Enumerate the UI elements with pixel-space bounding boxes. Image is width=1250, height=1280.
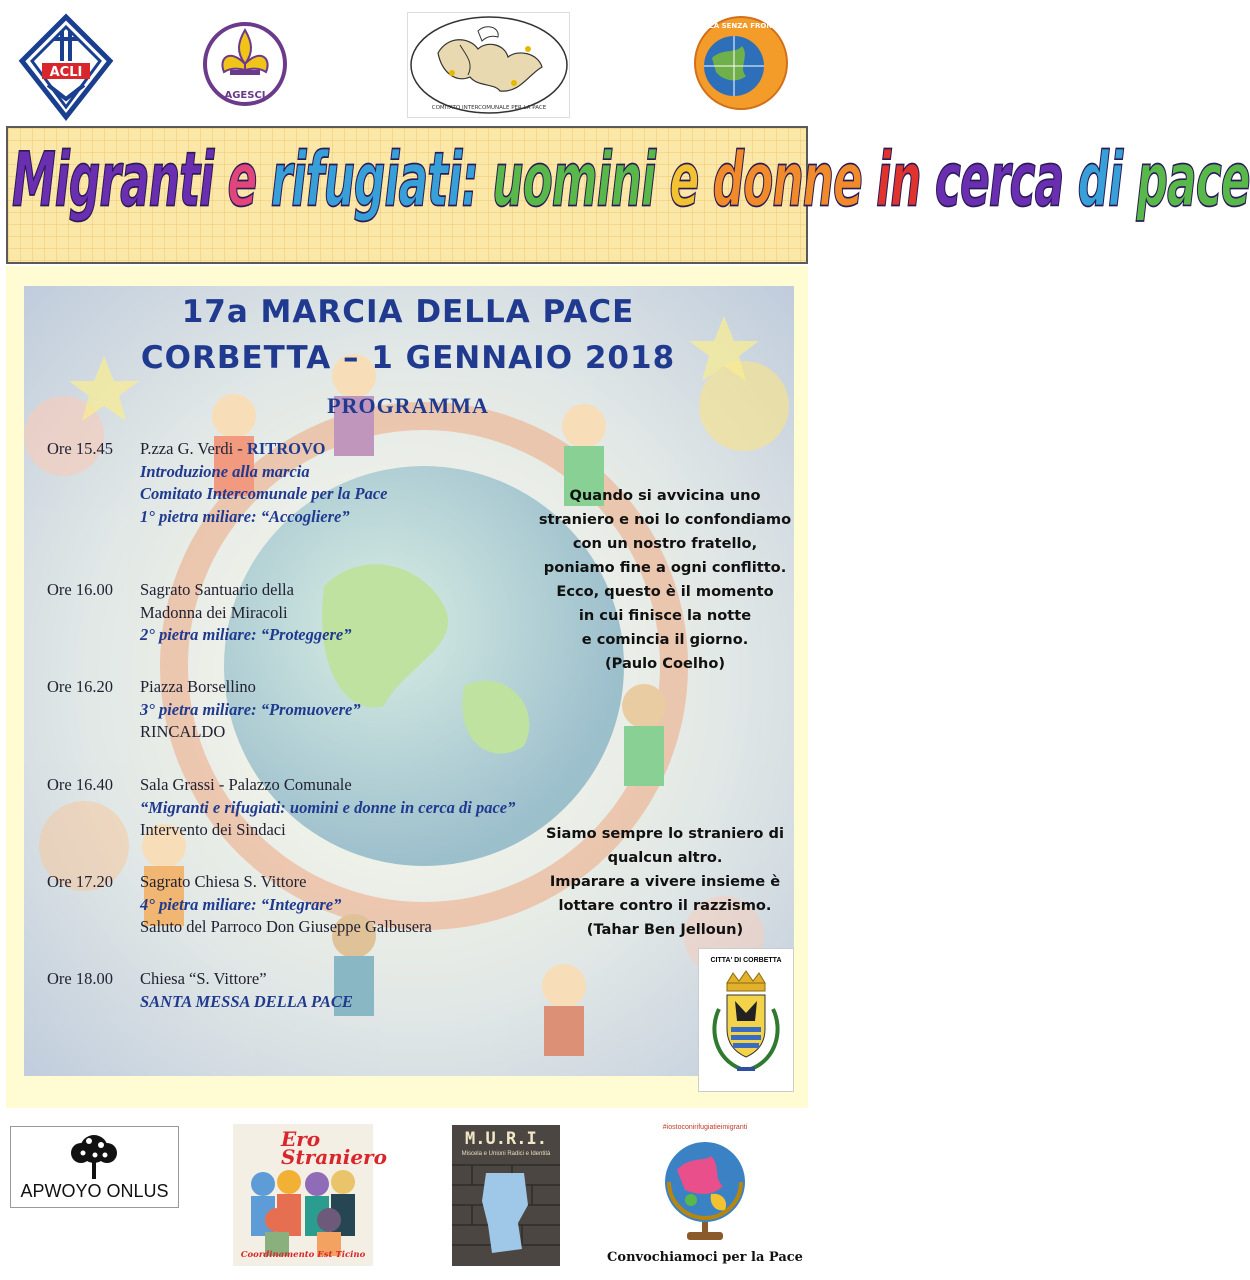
agesci-logo-text: AGESCI: [224, 90, 266, 101]
quote-line: poniamo fine a ogni conflitto.: [543, 559, 787, 576]
schedule-line: RINCALDO: [140, 722, 226, 741]
quote-line: Ecco, questo è il momento: [556, 583, 774, 600]
schedule-place: Sala Grassi - Palazzo Comunale: [140, 775, 352, 794]
programma-heading: PROGRAMMA: [327, 393, 489, 418]
schedule-line: 1° pietra miliare: “Accogliere”: [140, 506, 350, 526]
quote-line: Siamo sempre lo straniero di: [546, 825, 784, 842]
schedule-time: Ore 16.00: [47, 580, 113, 599]
quote-ben-jelloun: [520, 822, 810, 942]
banner-word: in: [876, 137, 935, 225]
schedule-time: Ore 18.00: [47, 969, 113, 988]
quote-line: (Paulo Coelho): [604, 655, 726, 672]
muri-subtitle: Miscela e Unioni Radici e Identità: [461, 1151, 551, 1157]
apwoyo-label: APWOYO ONLUS: [20, 1181, 169, 1201]
convochiamoci-logo: [605, 1120, 805, 1275]
quote-line: Imparare a vivere insieme è: [549, 873, 781, 890]
banner-word: e: [213, 137, 271, 225]
schedule-details: [140, 774, 515, 842]
quote-line: straniero e noi lo confondiamo: [538, 511, 792, 528]
quote-line: in cui finisce la notte: [578, 607, 752, 624]
scuola-logo-text: SCUOLA SENZA FRONTIERE: [687, 22, 795, 30]
corbetta-coat-of-arms: [698, 948, 794, 1092]
banner-word: pace: [1136, 137, 1250, 225]
schedule-place: Sagrato Santuario della: [140, 580, 294, 599]
schedule-place: Piazza Borsellino: [140, 677, 256, 696]
ero-subtitle: Coordinamento Est Ticino: [240, 1250, 366, 1260]
banner-word: cerca: [934, 137, 1078, 225]
quote-line: (Tahar Ben Jelloun): [586, 921, 744, 938]
schedule-details: [140, 579, 351, 647]
schedule-time: Ore 16.40: [47, 775, 113, 794]
schedule-time: Ore 15.45: [47, 439, 113, 458]
quote-line: con un nostro fratello,: [572, 535, 758, 552]
ero-straniero-logo: [233, 1124, 387, 1266]
schedule-line: 4° pietra miliare: “Integrare”: [140, 894, 342, 914]
quote-line: Quando si avvicina uno: [569, 487, 761, 504]
schedule-place: Chiesa “S. Vittore”: [140, 969, 267, 988]
schedule-details: [140, 871, 432, 939]
muri-title: M.U.R.I.: [465, 1129, 547, 1149]
schedule-line: 3° pietra miliare: “Promuovere”: [140, 699, 361, 719]
schedule-line: 2° pietra miliare: “Proteggere”: [140, 625, 352, 644]
convo-label: Convochiamoci per la Pace: [607, 1250, 803, 1265]
schedule-line: Saluto del Parroco Don Giuseppe Galbusera: [140, 917, 432, 936]
schedule-time: Ore 17.20: [47, 872, 113, 891]
convo-hashtag: #iostoconirifugiatieimigranti: [662, 1124, 748, 1131]
schedule-place: Sagrato Chiesa S. Vittore: [140, 872, 307, 891]
schedule-details: [140, 438, 388, 528]
agesci-logo: [200, 18, 290, 114]
march-title: 17a MARCIA DELLA PACE: [181, 294, 635, 330]
schedule-details: [140, 968, 353, 1013]
schedule-details: [140, 676, 361, 744]
comitato-logo: [407, 12, 570, 118]
march-date-place: CORBETTA – 1 GENNAIO 2018: [140, 340, 676, 376]
schedule-line: Comitato Intercomunale per la Pace: [140, 484, 388, 503]
banner-word: uomini: [477, 137, 670, 225]
quote-line: lottare contro il razzismo.: [558, 897, 772, 914]
banner-word: di: [1077, 137, 1137, 225]
schedule-line: Intervento dei Sindaci: [140, 820, 286, 839]
schedule-place: P.zza G. Verdi - RITROVO: [140, 439, 326, 458]
scuola-logo: [687, 14, 795, 112]
stemma-label: CITTA' DI CORBETTA: [710, 957, 782, 964]
schedule-line: SANTA MESSA DELLA PACE: [140, 991, 353, 1011]
banner-word: rifugiati:: [270, 137, 478, 225]
ero-title: Ero Straniero: [281, 1127, 387, 1169]
schedule-line: “Migranti e rifugiati: uomini e donne in cerca di pace”: [140, 797, 516, 817]
quote-line: e comincia il giorno.: [581, 631, 749, 648]
acli-logo-text: ACLI: [49, 65, 83, 80]
banner-word: e: [669, 137, 713, 225]
muri-logo: [452, 1125, 560, 1266]
quote-line: qualcun altro.: [607, 849, 723, 866]
apwoyo-logo: [10, 1126, 179, 1208]
acli-logo: [20, 15, 112, 119]
schedule-line: Introduzione alla marcia: [140, 461, 310, 481]
banner-word: Migranti: [12, 137, 214, 225]
quote-coelho: [520, 484, 810, 676]
banner-word: donne: [712, 137, 877, 225]
comitato-logo-text: COMITATO INTERCOMUNALE PER LA PACE: [431, 105, 547, 111]
schedule-time: Ore 16.20: [47, 677, 113, 696]
title-banner: [6, 126, 1250, 264]
schedule-line: Madonna dei Miracoli: [140, 602, 288, 622]
